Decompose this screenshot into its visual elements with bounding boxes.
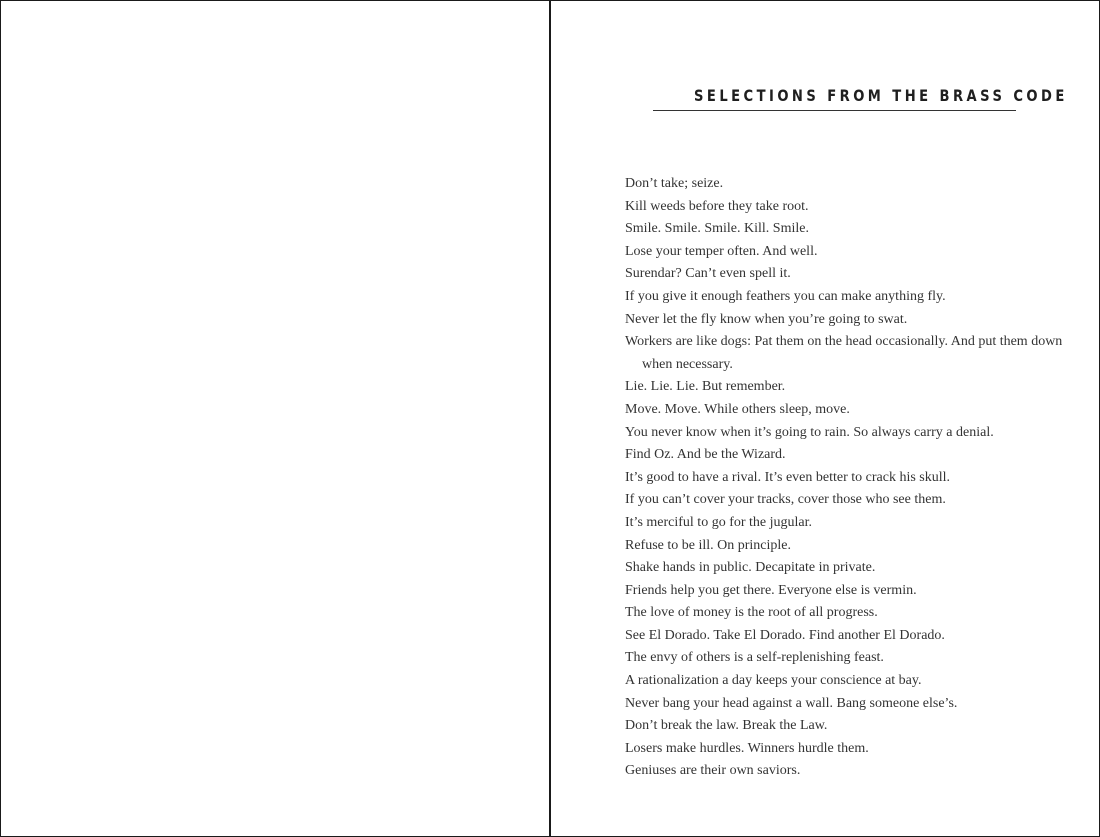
code-line: Workers are like dogs: Pat them on the head occasionally. And put them down when necessary. [625,334,1063,372]
code-line: Lose your temper often. And well. [625,243,818,259]
code-line: If you give it enough feathers you can make anything fly. [625,288,946,304]
code-line: Find Oz. And be the Wizard. [625,447,786,463]
code-line: Losers make hurdles. Winners hurdle them. [625,740,869,756]
code-line: Smile. Smile. Smile. Kill. Smile. [625,221,809,237]
code-line: Surendar? Can’t even spell it. [625,266,791,282]
code-line: It’s merciful to go for the jugular. [625,514,813,530]
code-line: Friends help you get there. Everyone else is vermin. [625,582,917,598]
code-line: The love of money is the root of all progress. [625,605,878,621]
code-line: Geniuses are their own saviors. [625,763,801,779]
code-line: Don’t take; seize. [625,176,724,191]
code-line: See El Dorado. Take El Dorado. Find another El Dorado. [625,627,945,643]
code-line: Never let the fly know when you’re going to swat. [625,311,908,327]
code-line: Lie. Lie. Lie. But remember. [625,379,786,395]
title-rule [653,84,1068,111]
code-line: The envy of others is a self-replenishing feast. [625,650,884,666]
code-list [625,173,1065,783]
code-line: It’s good to have a rival. It’s even better to crack his skull. [625,469,951,485]
code-line: Refuse to be ill. On principle. [625,537,792,553]
code-line: If you can’t cover your tracks, cover those who see them. [625,492,946,508]
code-line: You never know when it’s going to rain. So always carry a denial. [625,424,994,440]
code-line: Shake hands in public. Decapitate in private. [625,560,876,576]
code-line: Don’t break the law. Break the Law. [625,718,828,734]
code-line: A rationalization a day keeps your conscience at bay. [625,673,922,689]
code-line: Move. Move. While others sleep, move. [625,401,850,417]
code-line: Never bang your head against a wall. Bang someone else’s. [625,695,958,711]
page-spine-divider [549,0,551,837]
code-line: Kill weeds before they take root. [625,198,809,214]
page-title: SELECTIONS FROM THE BRASS CODE [694,86,1068,105]
